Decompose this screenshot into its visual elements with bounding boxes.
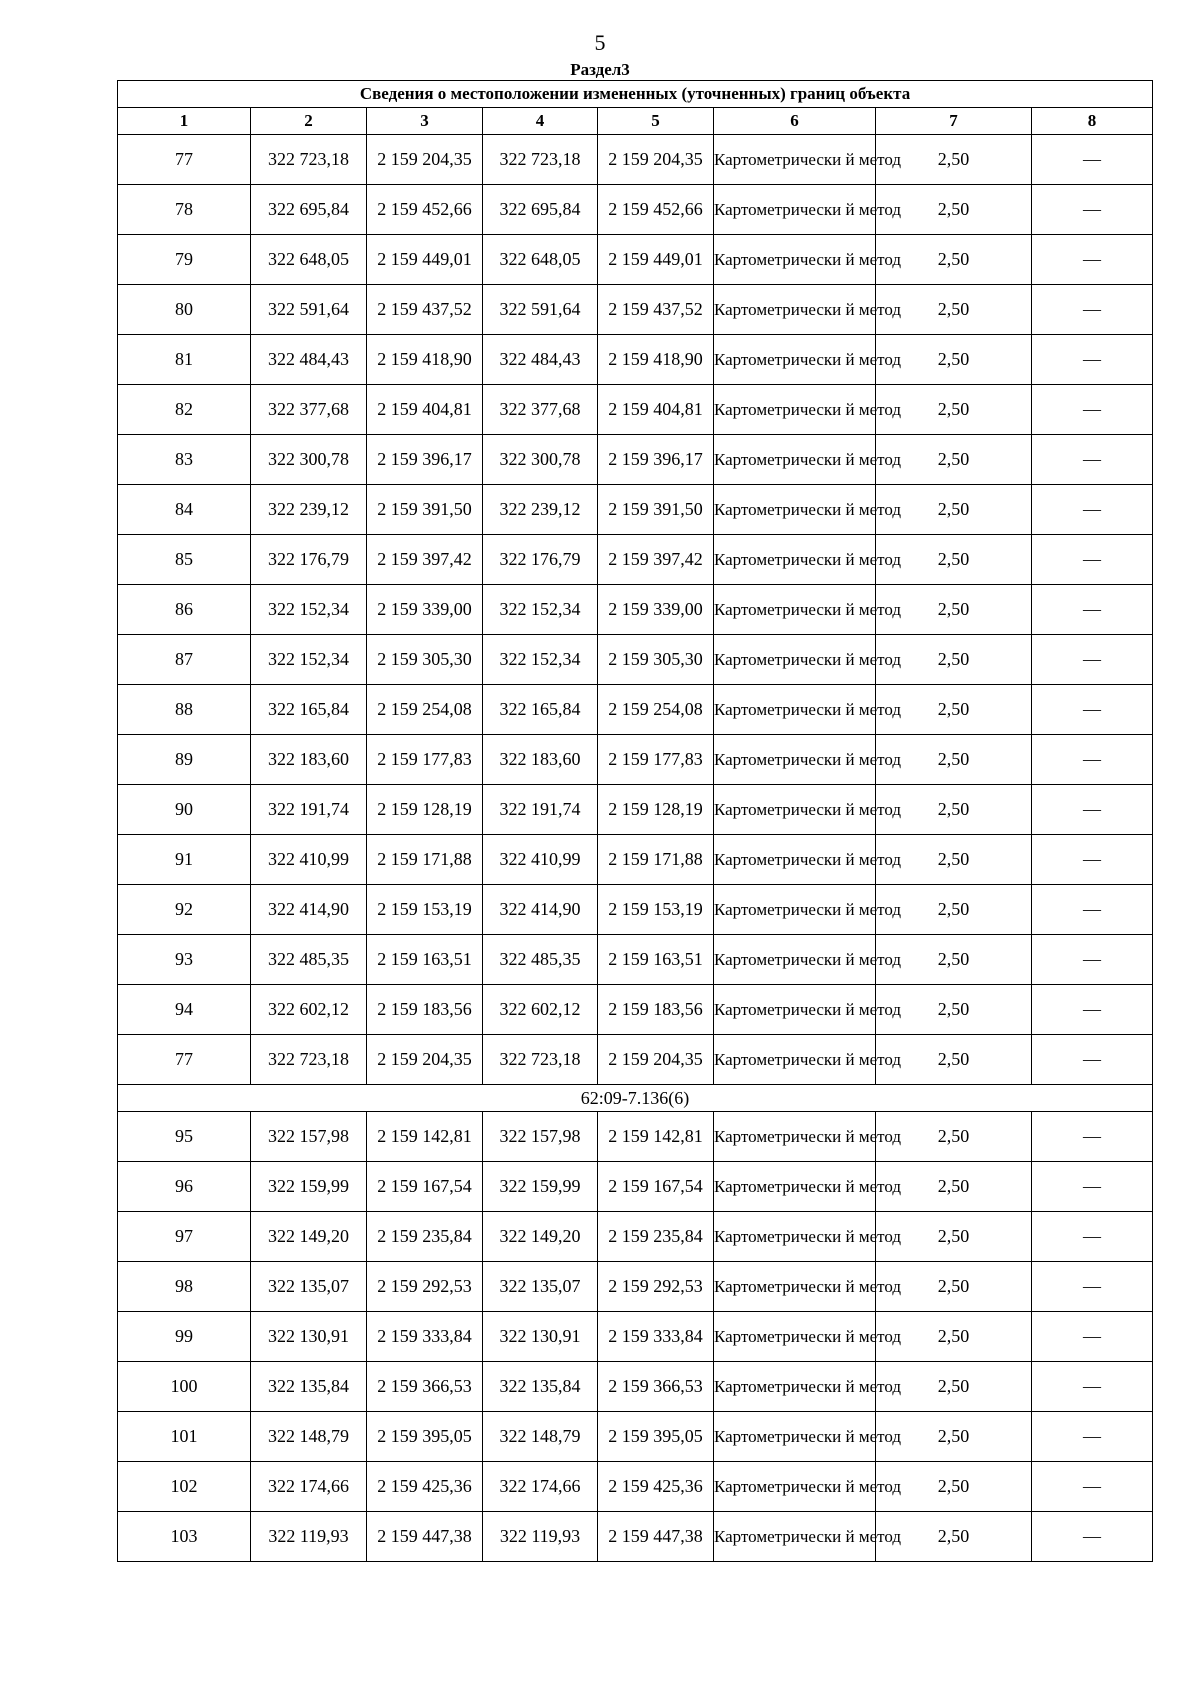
cell-col-6: Картометрически й метод — [714, 985, 876, 1035]
cell-col-4: 322 135,07 — [483, 1262, 598, 1312]
cell-col-6: Картометрически й метод — [714, 1112, 876, 1162]
cell-col-4: 322 152,34 — [483, 635, 598, 685]
cell-col-8: — — [1032, 1462, 1153, 1512]
cell-col-5: 2 159 391,50 — [598, 485, 714, 535]
cell-col-4: 322 602,12 — [483, 985, 598, 1035]
cell-col-7: 2,50 — [876, 835, 1032, 885]
cell-col-7: 2,50 — [876, 685, 1032, 735]
cell-col-7: 2,50 — [876, 885, 1032, 935]
table-caption: Сведения о местоположении измененных (уточненных) границ объекта — [118, 81, 1153, 108]
cell-col-8: — — [1032, 785, 1153, 835]
cell-col-5: 2 159 142,81 — [598, 1112, 714, 1162]
cell-col-5: 2 159 204,35 — [598, 135, 714, 185]
cell-col-3: 2 159 177,83 — [367, 735, 483, 785]
cell-col-1: 103 — [118, 1512, 251, 1562]
cell-col-8: — — [1032, 235, 1153, 285]
cell-col-3: 2 159 128,19 — [367, 785, 483, 835]
cell-col-3: 2 159 404,81 — [367, 385, 483, 435]
cell-col-8: — — [1032, 1162, 1153, 1212]
cell-col-7: 2,50 — [876, 1212, 1032, 1262]
table-row — [118, 935, 1153, 985]
block-label-row — [118, 1085, 1153, 1112]
cell-col-1: 97 — [118, 1212, 251, 1262]
cell-col-4: 322 300,78 — [483, 435, 598, 485]
column-number-2: 2 — [251, 108, 367, 135]
cell-col-3: 2 159 163,51 — [367, 935, 483, 985]
cell-col-3: 2 159 452,66 — [367, 185, 483, 235]
cell-col-3: 2 159 142,81 — [367, 1112, 483, 1162]
cell-col-1: 88 — [118, 685, 251, 735]
cell-col-1: 100 — [118, 1362, 251, 1412]
cell-col-3: 2 159 447,38 — [367, 1512, 483, 1562]
cell-col-3: 2 159 305,30 — [367, 635, 483, 685]
cell-col-2: 322 414,90 — [251, 885, 367, 935]
table-row — [118, 435, 1153, 485]
cell-col-4: 322 157,98 — [483, 1112, 598, 1162]
table-caption-row — [118, 81, 1153, 108]
cell-col-2: 322 239,12 — [251, 485, 367, 535]
cell-col-6: Картометрически й метод — [714, 235, 876, 285]
cell-col-4: 322 485,35 — [483, 935, 598, 985]
cell-col-2: 322 119,93 — [251, 1512, 367, 1562]
cell-col-8: — — [1032, 435, 1153, 485]
cell-col-1: 102 — [118, 1462, 251, 1512]
cell-col-4: 322 176,79 — [483, 535, 598, 585]
cell-col-1: 90 — [118, 785, 251, 835]
cell-col-8: — — [1032, 1262, 1153, 1312]
cell-col-2: 322 723,18 — [251, 135, 367, 185]
cell-col-2: 322 183,60 — [251, 735, 367, 785]
cell-col-4: 322 414,90 — [483, 885, 598, 935]
cell-col-6: Картометрически й метод — [714, 135, 876, 185]
cell-col-5: 2 159 452,66 — [598, 185, 714, 235]
cell-col-5: 2 159 167,54 — [598, 1162, 714, 1212]
cell-col-7: 2,50 — [876, 1312, 1032, 1362]
cell-col-4: 322 135,84 — [483, 1362, 598, 1412]
table-row — [118, 1362, 1153, 1412]
cell-col-1: 81 — [118, 335, 251, 385]
cell-col-7: 2,50 — [876, 285, 1032, 335]
cell-col-3: 2 159 397,42 — [367, 535, 483, 585]
cell-col-5: 2 159 437,52 — [598, 285, 714, 335]
cell-col-8: — — [1032, 635, 1153, 685]
cell-col-2: 322 695,84 — [251, 185, 367, 235]
cell-col-2: 322 135,84 — [251, 1362, 367, 1412]
cell-col-5: 2 159 153,19 — [598, 885, 714, 935]
cell-col-7: 2,50 — [876, 485, 1032, 535]
table-row — [118, 1212, 1153, 1262]
column-number-row — [118, 108, 1153, 135]
cell-col-6: Картометрически й метод — [714, 1035, 876, 1085]
cell-col-8: — — [1032, 485, 1153, 535]
cell-col-4: 322 723,18 — [483, 1035, 598, 1085]
cell-col-2: 322 159,99 — [251, 1162, 367, 1212]
cell-col-6: Картометрически й метод — [714, 835, 876, 885]
cell-col-7: 2,50 — [876, 1362, 1032, 1412]
cell-col-3: 2 159 167,54 — [367, 1162, 483, 1212]
table-row — [118, 735, 1153, 785]
table-row — [118, 1462, 1153, 1512]
cell-col-6: Картометрически й метод — [714, 1512, 876, 1562]
cell-col-7: 2,50 — [876, 135, 1032, 185]
cell-col-6: Картометрически й метод — [714, 485, 876, 535]
cell-col-3: 2 159 418,90 — [367, 335, 483, 385]
cell-col-4: 322 723,18 — [483, 135, 598, 185]
cell-col-5: 2 159 128,19 — [598, 785, 714, 835]
cell-col-6: Картометрически й метод — [714, 285, 876, 335]
cell-col-8: — — [1032, 1212, 1153, 1262]
cell-col-1: 77 — [118, 135, 251, 185]
table-row — [118, 835, 1153, 885]
cell-col-3: 2 159 235,84 — [367, 1212, 483, 1262]
table-row — [118, 1412, 1153, 1462]
cell-col-5: 2 159 397,42 — [598, 535, 714, 585]
cell-col-6: Картометрически й метод — [714, 1212, 876, 1262]
cell-col-3: 2 159 339,00 — [367, 585, 483, 635]
cell-col-8: — — [1032, 185, 1153, 235]
cell-col-5: 2 159 177,83 — [598, 735, 714, 785]
cell-col-2: 322 148,79 — [251, 1412, 367, 1462]
cell-col-3: 2 159 171,88 — [367, 835, 483, 885]
cell-col-2: 322 152,34 — [251, 635, 367, 685]
cell-col-2: 322 149,20 — [251, 1212, 367, 1262]
cell-col-6: Картометрически й метод — [714, 435, 876, 485]
cell-col-4: 322 648,05 — [483, 235, 598, 285]
cell-col-5: 2 159 183,56 — [598, 985, 714, 1035]
cell-col-1: 87 — [118, 635, 251, 685]
cell-col-7: 2,50 — [876, 1162, 1032, 1212]
cell-col-6: Картометрически й метод — [714, 935, 876, 985]
cell-col-7: 2,50 — [876, 585, 1032, 635]
cell-col-3: 2 159 204,35 — [367, 135, 483, 185]
table-row — [118, 235, 1153, 285]
cell-col-8: — — [1032, 985, 1153, 1035]
cell-col-8: — — [1032, 285, 1153, 335]
cell-col-5: 2 159 305,30 — [598, 635, 714, 685]
cell-col-3: 2 159 204,35 — [367, 1035, 483, 1085]
cell-col-4: 322 149,20 — [483, 1212, 598, 1262]
table-row — [118, 135, 1153, 185]
cell-col-7: 2,50 — [876, 185, 1032, 235]
cell-col-8: — — [1032, 335, 1153, 385]
cell-col-1: 80 — [118, 285, 251, 335]
table-row — [118, 1162, 1153, 1212]
cell-col-5: 2 159 425,36 — [598, 1462, 714, 1512]
cell-col-7: 2,50 — [876, 1462, 1032, 1512]
cell-col-6: Картометрически й метод — [714, 1262, 876, 1312]
cell-col-5: 2 159 366,53 — [598, 1362, 714, 1412]
table-body — [118, 135, 1153, 1562]
cell-col-2: 322 130,91 — [251, 1312, 367, 1362]
cell-col-5: 2 159 418,90 — [598, 335, 714, 385]
cell-col-3: 2 159 391,50 — [367, 485, 483, 535]
cell-col-7: 2,50 — [876, 1412, 1032, 1462]
cell-col-8: — — [1032, 1362, 1153, 1412]
cell-col-7: 2,50 — [876, 235, 1032, 285]
cell-col-3: 2 159 366,53 — [367, 1362, 483, 1412]
cell-col-6: Картометрически й метод — [714, 1412, 876, 1462]
cell-col-8: — — [1032, 1035, 1153, 1085]
cell-col-6: Картометрически й метод — [714, 1362, 876, 1412]
cell-col-8: — — [1032, 585, 1153, 635]
cell-col-3: 2 159 153,19 — [367, 885, 483, 935]
cell-col-5: 2 159 404,81 — [598, 385, 714, 435]
cell-col-1: 95 — [118, 1112, 251, 1162]
cell-col-3: 2 159 333,84 — [367, 1312, 483, 1362]
cell-col-4: 322 484,43 — [483, 335, 598, 385]
cell-col-4: 322 695,84 — [483, 185, 598, 235]
cell-col-4: 322 174,66 — [483, 1462, 598, 1512]
table-row — [118, 535, 1153, 585]
cell-col-1: 92 — [118, 885, 251, 935]
cell-col-6: Картометрически й метод — [714, 385, 876, 435]
cell-col-8: — — [1032, 1412, 1153, 1462]
cell-col-7: 2,50 — [876, 535, 1032, 585]
cell-col-5: 2 159 204,35 — [598, 1035, 714, 1085]
cell-col-8: — — [1032, 735, 1153, 785]
cell-col-2: 322 648,05 — [251, 235, 367, 285]
cell-col-7: 2,50 — [876, 735, 1032, 785]
table-row — [118, 335, 1153, 385]
cell-col-7: 2,50 — [876, 785, 1032, 835]
cell-col-3: 2 159 425,36 — [367, 1462, 483, 1512]
cell-col-5: 2 159 171,88 — [598, 835, 714, 885]
cell-col-2: 322 152,34 — [251, 585, 367, 635]
column-number-7: 7 — [876, 108, 1032, 135]
cell-col-2: 322 410,99 — [251, 835, 367, 885]
cell-col-8: — — [1032, 885, 1153, 935]
cell-col-5: 2 159 339,00 — [598, 585, 714, 635]
cell-col-2: 322 135,07 — [251, 1262, 367, 1312]
cell-col-1: 82 — [118, 385, 251, 435]
cell-col-2: 322 165,84 — [251, 685, 367, 735]
cell-col-2: 322 191,74 — [251, 785, 367, 835]
cell-col-8: — — [1032, 135, 1153, 185]
table-row — [118, 385, 1153, 435]
cell-col-6: Картометрически й метод — [714, 585, 876, 635]
table-row — [118, 1035, 1153, 1085]
cell-col-1: 79 — [118, 235, 251, 285]
cell-col-7: 2,50 — [876, 935, 1032, 985]
cell-col-2: 322 174,66 — [251, 1462, 367, 1512]
cell-col-4: 322 239,12 — [483, 485, 598, 535]
cell-col-4: 322 591,64 — [483, 285, 598, 335]
cell-col-8: — — [1032, 1512, 1153, 1562]
cell-col-3: 2 159 449,01 — [367, 235, 483, 285]
cell-col-5: 2 159 235,84 — [598, 1212, 714, 1262]
cell-col-2: 322 484,43 — [251, 335, 367, 385]
cell-col-1: 83 — [118, 435, 251, 485]
cell-col-6: Картометрически й метод — [714, 685, 876, 735]
cell-col-8: — — [1032, 835, 1153, 885]
table-row — [118, 885, 1153, 935]
cell-col-3: 2 159 254,08 — [367, 685, 483, 735]
cell-col-7: 2,50 — [876, 1262, 1032, 1312]
cell-col-5: 2 159 163,51 — [598, 935, 714, 985]
cell-col-4: 322 152,34 — [483, 585, 598, 635]
cell-col-5: 2 159 333,84 — [598, 1312, 714, 1362]
table-row — [118, 785, 1153, 835]
cell-col-3: 2 159 292,53 — [367, 1262, 483, 1312]
cell-col-8: — — [1032, 935, 1153, 985]
cell-col-1: 99 — [118, 1312, 251, 1362]
cell-col-4: 322 183,60 — [483, 735, 598, 785]
cell-col-4: 322 410,99 — [483, 835, 598, 885]
cell-col-1: 91 — [118, 835, 251, 885]
cell-col-6: Картометрически й метод — [714, 1462, 876, 1512]
cell-col-4: 322 159,99 — [483, 1162, 598, 1212]
table-row — [118, 485, 1153, 535]
cell-col-5: 2 159 449,01 — [598, 235, 714, 285]
column-number-1: 1 — [118, 108, 251, 135]
cell-col-8: — — [1032, 685, 1153, 735]
cell-col-6: Картометрически й метод — [714, 635, 876, 685]
cell-col-8: — — [1032, 1312, 1153, 1362]
cell-col-6: Картометрически й метод — [714, 735, 876, 785]
cell-col-3: 2 159 437,52 — [367, 285, 483, 335]
page-number: 5 — [594, 30, 606, 55]
cell-col-4: 322 377,68 — [483, 385, 598, 435]
cell-col-7: 2,50 — [876, 385, 1032, 435]
cell-col-1: 94 — [118, 985, 251, 1035]
cell-col-7: 2,50 — [876, 985, 1032, 1035]
table-row — [118, 285, 1153, 335]
cell-col-1: 85 — [118, 535, 251, 585]
cell-col-7: 2,50 — [876, 635, 1032, 685]
cell-col-6: Картометрически й метод — [714, 1162, 876, 1212]
cell-col-7: 2,50 — [876, 1112, 1032, 1162]
column-number-4: 4 — [483, 108, 598, 135]
cell-col-7: 2,50 — [876, 335, 1032, 385]
cell-col-1: 86 — [118, 585, 251, 635]
table-row — [118, 1262, 1153, 1312]
cell-col-2: 322 602,12 — [251, 985, 367, 1035]
cell-col-5: 2 159 447,38 — [598, 1512, 714, 1562]
cell-col-6: Картометрически й метод — [714, 1312, 876, 1362]
cell-col-4: 322 130,91 — [483, 1312, 598, 1362]
cell-col-7: 2,50 — [876, 435, 1032, 485]
cell-col-1: 93 — [118, 935, 251, 985]
table-row — [118, 685, 1153, 735]
cell-col-6: Картометрически й метод — [714, 185, 876, 235]
table-row — [118, 185, 1153, 235]
cell-col-6: Картометрически й метод — [714, 335, 876, 385]
cell-col-3: 2 159 395,05 — [367, 1412, 483, 1462]
cell-col-2: 322 485,35 — [251, 935, 367, 985]
cell-col-8: — — [1032, 535, 1153, 585]
cell-col-4: 322 191,74 — [483, 785, 598, 835]
column-number-8: 8 — [1032, 108, 1153, 135]
cell-col-1: 78 — [118, 185, 251, 235]
cell-col-6: Картометрически й метод — [714, 885, 876, 935]
table-row — [118, 1512, 1153, 1562]
cell-col-1: 89 — [118, 735, 251, 785]
column-number-3: 3 — [367, 108, 483, 135]
table-row — [118, 1312, 1153, 1362]
table-row — [118, 1112, 1153, 1162]
table-row — [118, 585, 1153, 635]
cell-col-2: 322 377,68 — [251, 385, 367, 435]
cell-col-4: 322 165,84 — [483, 685, 598, 735]
cell-col-2: 322 157,98 — [251, 1112, 367, 1162]
cell-col-3: 2 159 396,17 — [367, 435, 483, 485]
cell-col-2: 322 591,64 — [251, 285, 367, 335]
cell-col-4: 322 148,79 — [483, 1412, 598, 1462]
cell-col-8: — — [1032, 1112, 1153, 1162]
cell-col-3: 2 159 183,56 — [367, 985, 483, 1035]
cell-col-1: 98 — [118, 1262, 251, 1312]
cell-col-8: — — [1032, 385, 1153, 435]
cell-col-2: 322 176,79 — [251, 535, 367, 585]
cell-col-6: Картометрически й метод — [714, 785, 876, 835]
cell-col-7: 2,50 — [876, 1512, 1032, 1562]
table-row — [118, 635, 1153, 685]
block-label: 62:09-7.136(6) — [118, 1085, 1153, 1112]
column-number-5: 5 — [598, 108, 714, 135]
cell-col-2: 322 300,78 — [251, 435, 367, 485]
cell-col-4: 322 119,93 — [483, 1512, 598, 1562]
cell-col-5: 2 159 396,17 — [598, 435, 714, 485]
cell-col-1: 96 — [118, 1162, 251, 1212]
cell-col-6: Картометрически й метод — [714, 535, 876, 585]
cell-col-5: 2 159 254,08 — [598, 685, 714, 735]
cell-col-5: 2 159 395,05 — [598, 1412, 714, 1462]
cell-col-5: 2 159 292,53 — [598, 1262, 714, 1312]
cell-col-1: 84 — [118, 485, 251, 535]
cell-col-7: 2,50 — [876, 1035, 1032, 1085]
column-number-6: 6 — [714, 108, 876, 135]
boundary-coordinates-table — [117, 80, 1153, 1562]
table-row — [118, 985, 1153, 1035]
section-title: Раздел3 — [570, 60, 630, 79]
cell-col-1: 101 — [118, 1412, 251, 1462]
cell-col-2: 322 723,18 — [251, 1035, 367, 1085]
cell-col-1: 77 — [118, 1035, 251, 1085]
